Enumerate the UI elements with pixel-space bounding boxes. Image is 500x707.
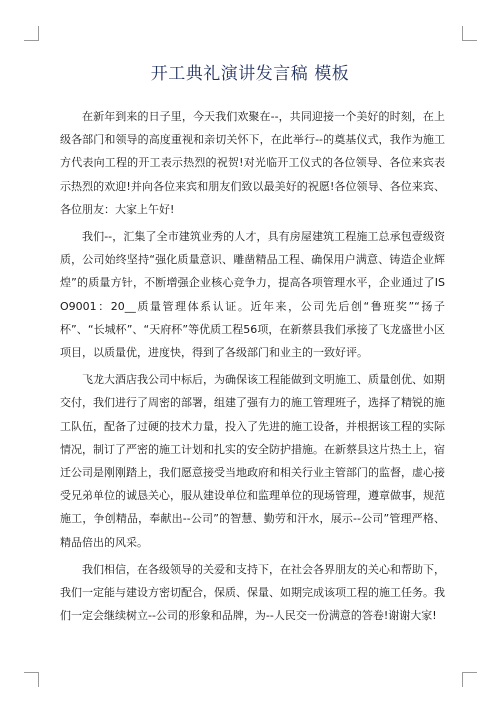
document-title: 开工典礼演讲发言稿 模板 xyxy=(150,64,350,84)
crop-mark-top-right xyxy=(462,26,477,41)
paragraph-closing: 我们相信，在各级领导的关爱和支持下，在社会各界朋友的关心和帮助下，我们一定能与建设方密切配合，保质、保量、如期完成该项工程的施工任务。我们一定会继续树立--公司的形象和品牌，为--人民交一份满意的答卷!谢谢大家! xyxy=(60,562,445,623)
crop-mark-bottom-left xyxy=(24,672,39,687)
crop-mark-bottom-right xyxy=(462,672,477,687)
paragraph-opening: 在新年到来的日子里，今天我们欢聚在--，共同迎接一个美好的时刻，在上级各部门和领导的高度重视和亲切关怀下，在此举行--的奠基仪式，我作为施工方代表向工程的开工表示热烈的祝贺!对光临开工仪式的各位领导、各位来宾表示热烈的欢迎!并向各位来宾和朋友们致以最美好的祝愿!各位领导、各位来宾、各位朋友：大家上午好! xyxy=(60,110,445,216)
paragraph-company-intro: 我们--，汇集了全市建筑业秀的人才，具有房屋建筑工程施工总承包壹级资质，公司始终坚持“强化质量意识、雕凿精品工程、确保用户满意、铸造企业辉煌”的质量方针，不断增强企业核心竞争力，提高各项管理水平，企业通过了ISO9001：20__质量管理体系认证。近年来，公司先后创“鲁班奖”“扬子杯”、“长城杯”、“天府杯”等优质工程56项，在新蔡县我们承接了飞龙盛世小区项目，以质量优，进度快，得到了各级部门和业主的一致好评。 xyxy=(60,230,445,360)
paragraph-project-plan: 飞龙大酒店我公司中标后，为确保该工程能做到文明施工、质量创优、如期交付，我们进行了周密的部署，组建了强有力的施工管理班子，选择了精锐的施工队伍，配备了过硬的技术力量，投入了先进的施工设备，并根据该工程的实际情况，制订了严密的施工计划和扎实的安全防护措施。在新蔡县这片热土上，宿迁公司是刚刚踏上，我们愿意接受当地政府和相关行业主管部门的监督，虚心接受兄弟单位的诚恳关心，服从建设单位和监理单位的现场管理，遵章做事，规范施工，争创精品，奉献出--公司”的智慧、勤劳和汗水，展示--公司”管理严格、精品倍出的风采。 xyxy=(60,373,445,549)
document-body xyxy=(60,105,445,631)
crop-mark-top-left xyxy=(24,26,39,41)
